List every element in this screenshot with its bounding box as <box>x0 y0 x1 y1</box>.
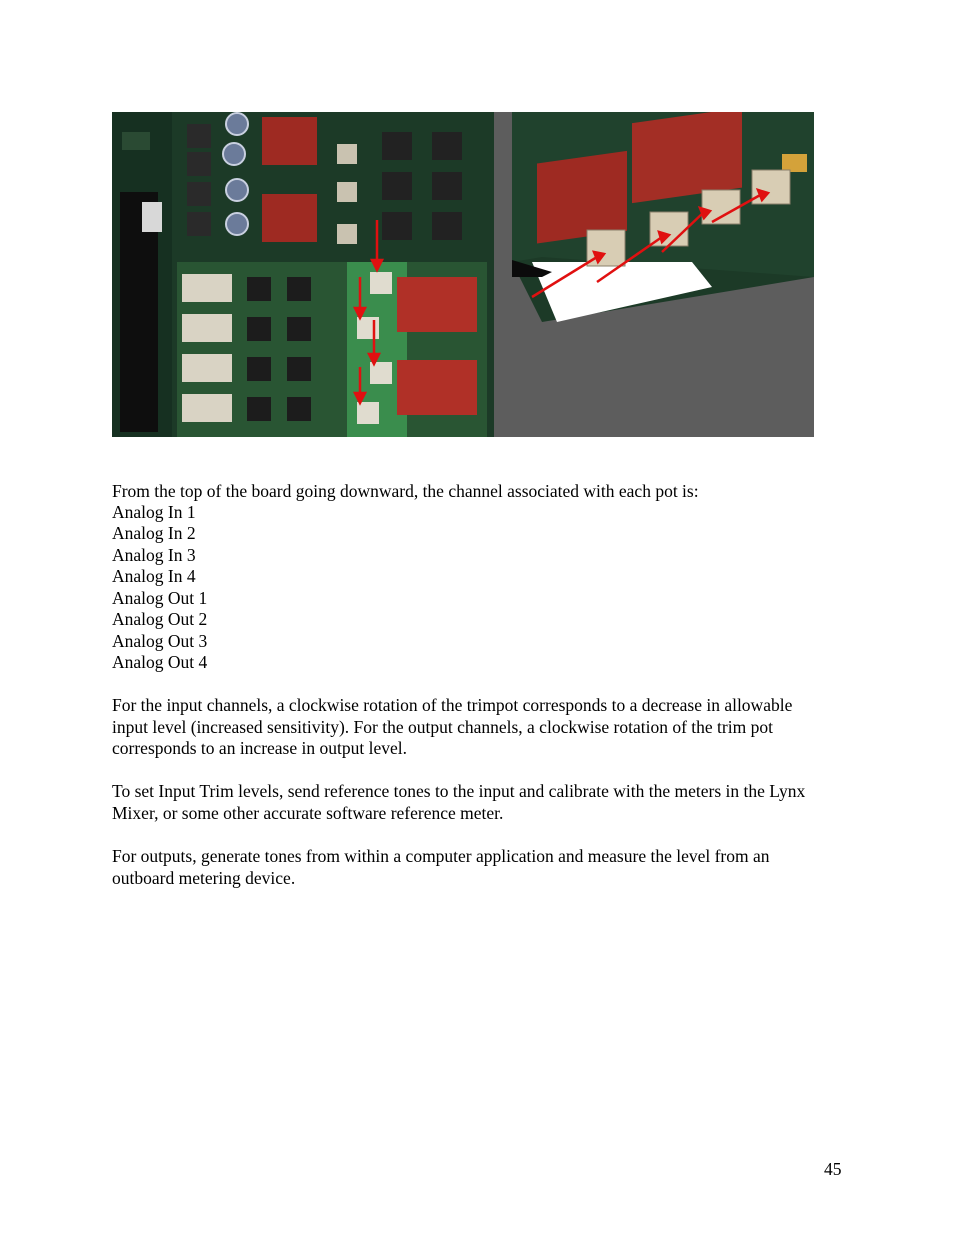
channel-item: Analog Out 4 <box>112 652 208 672</box>
board-overview-photo <box>112 112 494 437</box>
channel-item: Analog In 4 <box>112 566 196 586</box>
channel-item: Analog In 3 <box>112 545 196 565</box>
channel-item: Analog Out 1 <box>112 588 208 608</box>
page-number: 45 <box>824 1159 842 1179</box>
channel-item: Analog Out 2 <box>112 609 208 629</box>
input-trim-paragraph: To set Input Trim levels, send reference tones to the input and calibrate with the meters in the Lynx Mixer, or some other accurate software reference meter. <box>112 781 806 823</box>
outputs-paragraph: For outputs, generate tones from within a computer application and measure the level from an outboard metering device. <box>112 846 770 888</box>
trimpot-closeup-photo <box>512 112 814 437</box>
channel-item: Analog Out 3 <box>112 631 208 651</box>
channel-item: Analog In 1 <box>112 502 196 522</box>
rotation-paragraph: For the input channels, a clockwise rotation of the trimpot corresponds to a decrease in allowable input level (increased sensitivity). For the output channels, a clockwise rotation of the trim pot corresponds to an increase in output level. <box>112 695 793 759</box>
circuit-board-figure <box>112 112 814 437</box>
intro-text: From the top of the board going downward, the channel associated with each pot is: <box>112 481 699 501</box>
channel-item: Analog In 2 <box>112 523 196 543</box>
